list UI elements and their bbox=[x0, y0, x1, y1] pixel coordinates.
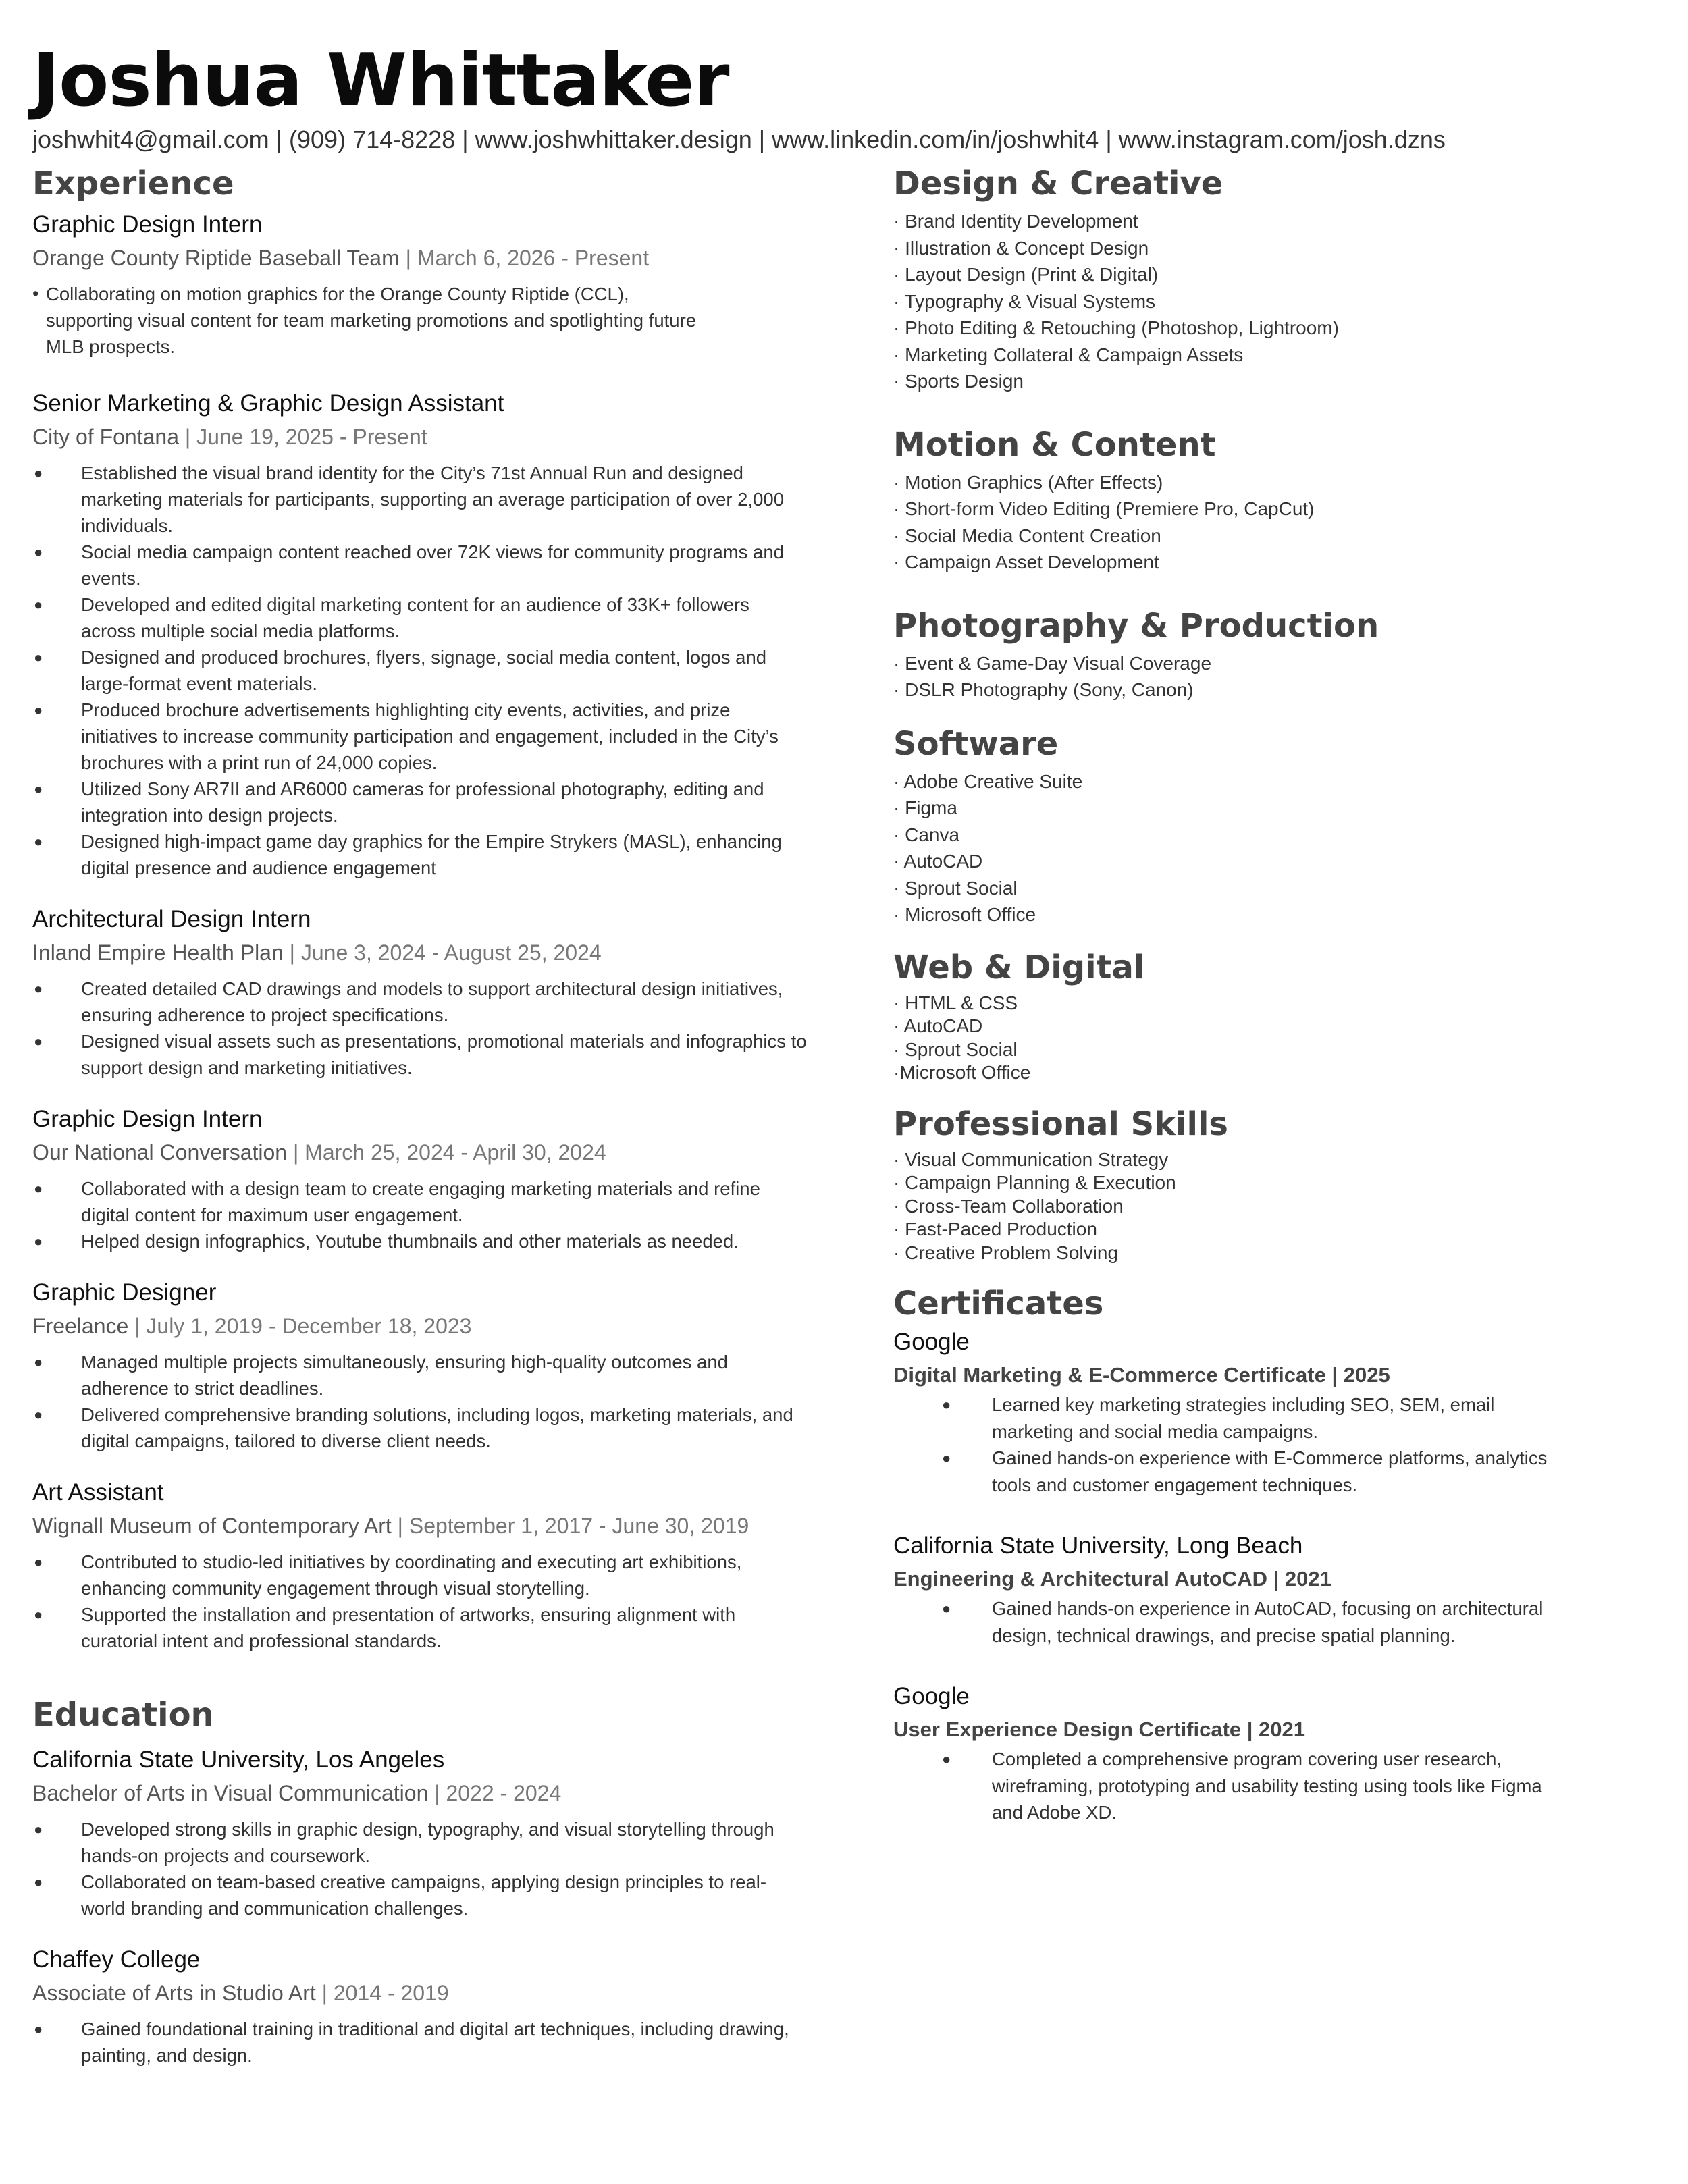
job-entry bbox=[32, 208, 809, 360]
bullet-item: ● Social media campaign content reached over 72K views for community programs and events. bbox=[32, 539, 809, 591]
cert-name: Engineering & Architectural AutoCAD | 2021 bbox=[893, 1567, 1331, 1591]
motion-content-list bbox=[893, 469, 1670, 576]
left-column bbox=[32, 162, 809, 2069]
skill-item: · DSLR Photography (Sony, Canon) bbox=[893, 679, 1194, 700]
cert-issuer: California State University, Long Beach bbox=[893, 1533, 1303, 1559]
skill-item: · Visual Communication Strategy bbox=[893, 1148, 1169, 1170]
cert-name: User Experience Design Certificate | 2021 bbox=[893, 1717, 1306, 1741]
skill-item: · Fast-Paced Production bbox=[893, 1219, 1097, 1240]
job-org bbox=[32, 1510, 809, 1542]
skill-item: · Creative Problem Solving bbox=[893, 1242, 1119, 1263]
job-bullets bbox=[32, 1549, 809, 1654]
skill-item: · AutoCAD bbox=[893, 1015, 983, 1036]
job-dates: | March 6, 2026 - Present bbox=[399, 246, 650, 270]
professional-skills-list bbox=[893, 1148, 1670, 1265]
org-name: Orange County Riptide Baseball Team bbox=[32, 246, 400, 270]
skill-item: · Typography & Visual Systems bbox=[893, 290, 1156, 312]
software-heading: Software bbox=[893, 724, 1059, 763]
org-name: Freelance bbox=[32, 1314, 129, 1338]
certificate-entry bbox=[893, 1680, 1670, 1826]
school-entry bbox=[32, 1943, 809, 2069]
skill-item: · Sprout Social bbox=[893, 877, 1018, 899]
photography-heading: Photography & Production bbox=[893, 606, 1379, 645]
cert-bullets bbox=[893, 1595, 1670, 1649]
bullet-item: ● Completed a comprehensive program covering user research, wireframing, prototyping and usability testing using tools like Figma and Adobe XD. bbox=[992, 1746, 1573, 1826]
skill-item: · Figma bbox=[893, 797, 957, 818]
skill-item: ·Microsoft Office bbox=[893, 1062, 1031, 1083]
job-entry bbox=[32, 1102, 809, 1254]
skill-item: · Event & Game-Day Visual Coverage bbox=[893, 652, 1212, 674]
skill-item: · Campaign Asset Development bbox=[893, 552, 1159, 572]
bullet-item: ● Gained hands-on experience with E-Commerce platforms, analytics tools and customer engagement techniques. bbox=[992, 1445, 1573, 1498]
right-column bbox=[893, 162, 1670, 1826]
bullet-item: ● Created detailed CAD drawings and models to support architectural design initiatives, ensuring adherence to project specifications. bbox=[32, 976, 809, 1028]
education-heading: Education bbox=[32, 1696, 214, 1734]
degree-name: Bachelor of Arts in Visual Communication bbox=[32, 1781, 429, 1805]
school-name: California State University, Los Angeles bbox=[32, 1747, 445, 1773]
school-bullets bbox=[32, 2016, 809, 2069]
bullet-item: ● Contributed to studio-led initiatives by coordinating and executing art exhibitions, enhancing community engagement through visual storytelling. bbox=[32, 1549, 809, 1601]
skill-item: · Adobe Creative Suite bbox=[893, 770, 1083, 792]
job-org bbox=[32, 1136, 809, 1169]
bullet-item: ● Learned key marketing strategies including SEO, SEM, email marketing and social media campaigns. bbox=[992, 1391, 1573, 1445]
professional-skills-heading: Professional Skills bbox=[893, 1104, 1228, 1143]
skill-item: · Motion Graphics (After Effects) bbox=[893, 471, 1163, 493]
degree bbox=[32, 1977, 809, 2009]
org-name: City of Fontana bbox=[32, 425, 179, 449]
cert-bullets bbox=[893, 1391, 1670, 1498]
job-title: Art Assistant bbox=[32, 1479, 164, 1506]
skill-item: · Illustration & Concept Design bbox=[893, 237, 1149, 259]
job-dates: | July 1, 2019 - December 18, 2023 bbox=[128, 1314, 472, 1338]
skill-item: · Canva bbox=[893, 824, 960, 845]
job-entry bbox=[32, 1276, 809, 1454]
skill-item: · Brand Identity Development bbox=[893, 211, 1138, 232]
job-org bbox=[32, 242, 809, 274]
bullet-item: ● Developed and edited digital marketing content for an audience of 33K+ followers across multiple social media platforms. bbox=[32, 591, 809, 644]
cert-issuer: Google bbox=[893, 1329, 970, 1355]
design-creative-list bbox=[893, 208, 1670, 395]
org-name: Inland Empire Health Plan bbox=[32, 940, 284, 965]
job-bullets bbox=[32, 460, 809, 881]
cert-bullets bbox=[893, 1746, 1670, 1826]
school-name: Chaffey College bbox=[32, 1946, 201, 1973]
skill-item: · Short-form Video Editing (Premiere Pro, CapCut) bbox=[893, 498, 1315, 519]
web-digital-list bbox=[893, 992, 1670, 1085]
skill-item: · Photo Editing & Retouching (Photoshop, Lightroom) bbox=[893, 317, 1339, 338]
bullet-item: ● Collaborated with a design team to create engaging marketing materials and refine digital content for maximum user engagement. bbox=[32, 1175, 809, 1228]
bullet-item: ● Designed and produced brochures, flyers, signage, social media content, logos and large-format event materials. bbox=[32, 644, 809, 697]
certificate-entry bbox=[893, 1325, 1670, 1498]
skill-item: · Social Media Content Creation bbox=[893, 525, 1161, 546]
degree bbox=[32, 1777, 809, 1809]
school-bullets bbox=[32, 1816, 809, 1921]
skill-item: · Sports Design bbox=[893, 371, 1024, 392]
degree-name: Associate of Arts in Studio Art bbox=[32, 1981, 316, 2005]
bullet-item: ● Developed strong skills in graphic design, typography, and visual storytelling through hands-on projects and coursework. bbox=[32, 1816, 809, 1869]
bullet-item: ● Delivered comprehensive branding solutions, including logos, marketing materials, and digital campaigns, tailored to diverse client needs. bbox=[32, 1402, 809, 1454]
contact-line: joshwhit4@gmail.com | (909) 714-8228 | www.joshwhittaker.design | www.linkedin.com/in/joshwhit4 | www.instagram.com/josh.dzns bbox=[32, 126, 1446, 153]
job-bullets bbox=[32, 281, 809, 360]
experience-heading: Experience bbox=[32, 165, 234, 203]
skill-item: · Microsoft Office bbox=[893, 904, 1036, 925]
bullet-item: ● Helped design infographics, Youtube thumbnails and other materials as needed. bbox=[32, 1228, 809, 1254]
bullet-item: ● Managed multiple projects simultaneously, ensuring high-quality outcomes and adherence to strict deadlines. bbox=[32, 1349, 809, 1402]
job-entry bbox=[32, 903, 809, 1081]
bullet-item: ● Established the visual brand identity for the City’s 71st Annual Run and designed marketing materials for participants, supporting an average participation of over 2,000 individuals. bbox=[32, 460, 809, 539]
skill-item: · Marketing Collateral & Campaign Assets bbox=[893, 344, 1244, 365]
candidate-name: Joshua Whittaker bbox=[32, 38, 729, 123]
motion-content-heading: Motion & Content bbox=[893, 425, 1216, 464]
bullet-item: ● Collaborated on team-based creative campaigns, applying design principles to real-world branding and communication challenges. bbox=[32, 1869, 809, 1921]
job-bullets bbox=[32, 1349, 809, 1454]
skill-item: · Layout Design (Print & Digital) bbox=[893, 264, 1159, 285]
job-org bbox=[32, 936, 809, 969]
job-title: Architectural Design Intern bbox=[32, 906, 311, 932]
skill-item: · HTML & CSS bbox=[893, 992, 1018, 1013]
bullet-item: ● Designed visual assets such as presentations, promotional materials and infographics to support design and marketing initiatives. bbox=[32, 1028, 809, 1081]
bullet-item: ● Gained foundational training in traditional and digital art techniques, including drawing, painting, and design. bbox=[32, 2016, 809, 2069]
job-dates: | June 3, 2024 - August 25, 2024 bbox=[283, 940, 602, 965]
job-entry bbox=[32, 1476, 809, 1654]
bullet-item: ● Supported the installation and presentation of artworks, ensuring alignment with curatorial intent and professional standards. bbox=[32, 1601, 809, 1654]
skill-item: · Campaign Planning & Execution bbox=[893, 1172, 1176, 1193]
job-bullets bbox=[32, 976, 809, 1081]
school-dates: | 2014 - 2019 bbox=[315, 1981, 449, 2005]
job-org bbox=[32, 1310, 809, 1342]
job-org bbox=[32, 421, 809, 453]
web-digital-heading: Web & Digital bbox=[893, 948, 1145, 986]
skill-item: · AutoCAD bbox=[893, 851, 983, 872]
school-dates: | 2022 - 2024 bbox=[428, 1781, 562, 1805]
design-creative-heading: Design & Creative bbox=[893, 165, 1223, 203]
job-title: Senior Marketing & Graphic Design Assistant bbox=[32, 390, 504, 417]
school-entry bbox=[32, 1743, 809, 1921]
photography-list bbox=[893, 650, 1670, 703]
bullet-item: ● Gained hands-on experience in AutoCAD, focusing on architectural design, technical drawings, and precise spatial planning. bbox=[992, 1595, 1573, 1649]
certificates-heading: Certificates bbox=[893, 1285, 1104, 1323]
bullet-item: ● Produced brochure advertisements highlighting city events, activities, and prize initiatives to increase community participation and engagement, included in the City’s brochures with a print run of 24,000 copies. bbox=[32, 697, 809, 776]
job-dates: | March 25, 2024 - April 30, 2024 bbox=[287, 1140, 606, 1165]
cert-name: Digital Marketing & E-Commerce Certificate | 2025 bbox=[893, 1363, 1390, 1387]
skill-item: · Cross-Team Collaboration bbox=[893, 1195, 1124, 1217]
job-title: Graphic Designer bbox=[32, 1279, 217, 1306]
software-list bbox=[893, 768, 1670, 928]
job-title: Graphic Design Intern bbox=[32, 211, 263, 238]
bullet-item: ● Designed high-impact game day graphics for the Empire Strykers (MASL), enhancing digital presence and audience engagement bbox=[32, 828, 809, 881]
org-name: Wignall Museum of Contemporary Art bbox=[32, 1514, 392, 1538]
job-dates: | September 1, 2017 - June 30, 2019 bbox=[391, 1514, 749, 1538]
skill-item: · Sprout Social bbox=[893, 1038, 1018, 1060]
bullet-item: ● Utilized Sony AR7II and AR6000 cameras for professional photography, editing and integration into design projects. bbox=[32, 776, 809, 828]
job-entry bbox=[32, 387, 809, 881]
bullet-item: • Collaborating on motion graphics for the Orange County Riptide (CCL), supporting visual content for team marketing promotions and spotlighting future MLB prospects. bbox=[32, 281, 708, 360]
job-dates: | June 19, 2025 - Present bbox=[179, 425, 427, 449]
job-title: Graphic Design Intern bbox=[32, 1106, 263, 1132]
job-bullets bbox=[32, 1175, 809, 1254]
cert-issuer: Google bbox=[893, 1683, 970, 1709]
org-name: Our National Conversation bbox=[32, 1140, 288, 1165]
certificate-entry bbox=[893, 1529, 1670, 1649]
